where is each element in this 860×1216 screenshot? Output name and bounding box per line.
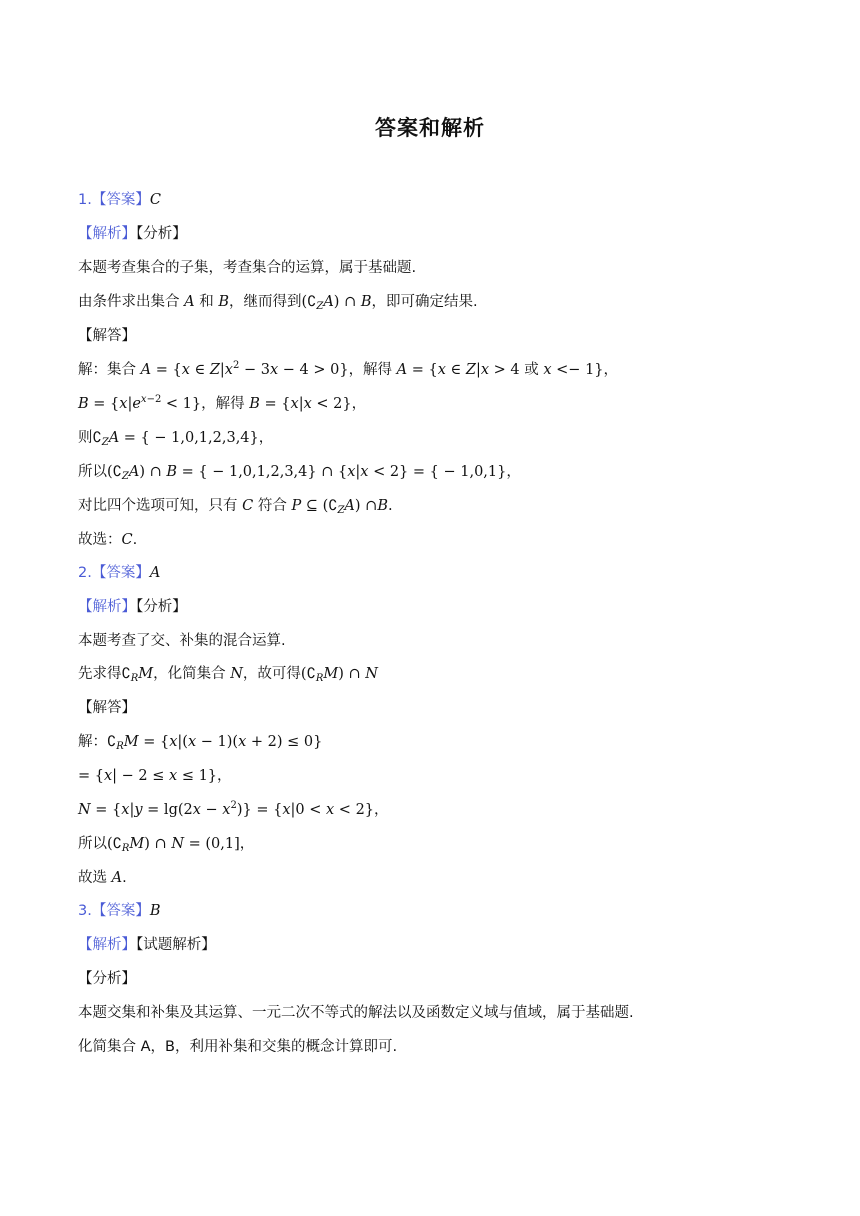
q2-answer-value: A	[149, 565, 161, 581]
q1-solution-line-3: 则$∁_ZA$ = { − 1,0,1,2,3,4}，	[78, 430, 274, 448]
q2-solution-line-4: 所以$(∁_RM)$ ∩ N = (0,1]，	[78, 836, 255, 854]
q1-analysis-header	[78, 222, 187, 246]
q1-fenxi-label: 【分析】	[136, 226, 187, 242]
q3-answer-line	[78, 899, 161, 923]
q1-answer-value: C	[149, 192, 161, 208]
q2-solution-line-5: 故选 A.	[78, 870, 127, 886]
q2-solution-line-2: = {x| − 2 ≤ x ≤ 1}，	[78, 768, 232, 784]
q3-analysis-header: 【解析】【试题解析】	[78, 937, 216, 953]
q1-number: 1.	[78, 192, 92, 208]
q3-analysis-text-2: 化简集合 A，B，利用补集和交集的概念计算即可.	[78, 1039, 398, 1055]
q1-solution-line-5: 对比四个选项可知，只有 C 符合 P ⊆ $(∁_ZA)$ ∩B.	[78, 498, 393, 516]
q3-answer-value: B	[149, 903, 161, 919]
q3-answer-label: 【答案】	[91, 903, 150, 919]
q1-solution-line-1: 解：集合 A = {x ∈ $Z|x^2 - 3x - 4 > 0$}，解得 A = {x ∈ Z|x > 4 或 x <− 1}，	[78, 360, 619, 378]
q2-solution-line-3: $N = \{x|y = \lg(2x - x^2)\} = \{x|0 < x < 2\}$，	[78, 800, 389, 818]
q1-solution-line-4: 所以$(∁_ZA)$ ∩ B = { − 1,0,1,2,3,4} ∩ {x|x < 2} = { − 1,0,1}，	[78, 464, 521, 482]
q2-answer-line	[78, 561, 160, 585]
q2-solution-header: 【解答】	[78, 700, 136, 716]
q1-solution-line-2: $B = \{x|e^{x-2} < 1\}$，解得 B = {x|x < 2}，	[78, 394, 367, 412]
q1-analysis-text-2: 由条件求出集合 A 和 B，继而得到$(∁_ZA)$ ∩ B，即可确定结果.	[78, 294, 478, 312]
q2-analysis-header: 【解析】【分析】	[78, 599, 187, 615]
q3-analysis-text-1: 本题交集和补集及其运算、一元二次不等式的解法以及函数定义域与值域，属于基础题.	[78, 1005, 634, 1021]
page-title: 答案和解析	[375, 116, 485, 140]
q1-answer-line	[78, 188, 161, 212]
q1-solution-line-6: 故选：C.	[78, 532, 138, 548]
q2-analysis-text-2: 先求得$∁_RM$，化简集合 N，故可得$(∁_RM)$ ∩ N	[78, 666, 378, 684]
q1-jiexi-label: 【解析】	[78, 226, 136, 242]
q3-fenxi-header: 【分析】	[78, 971, 136, 987]
q2-solution-line-1: 解：$∁_RM = \{x|(x - 1)(x + 2) \le 0\}$	[78, 734, 323, 752]
q2-answer-label: 【答案】	[91, 565, 150, 581]
q3-number: 3.	[78, 903, 92, 919]
q1-analysis-text-1: 本题考查集合的子集，考查集合的运算，属于基础题.	[78, 260, 417, 276]
q1-answer-label: 【答案】	[91, 192, 150, 208]
q2-analysis-text-1: 本题考查了交、补集的混合运算.	[78, 633, 286, 649]
q2-number: 2.	[78, 565, 92, 581]
q1-solution-header: 【解答】	[78, 328, 136, 344]
